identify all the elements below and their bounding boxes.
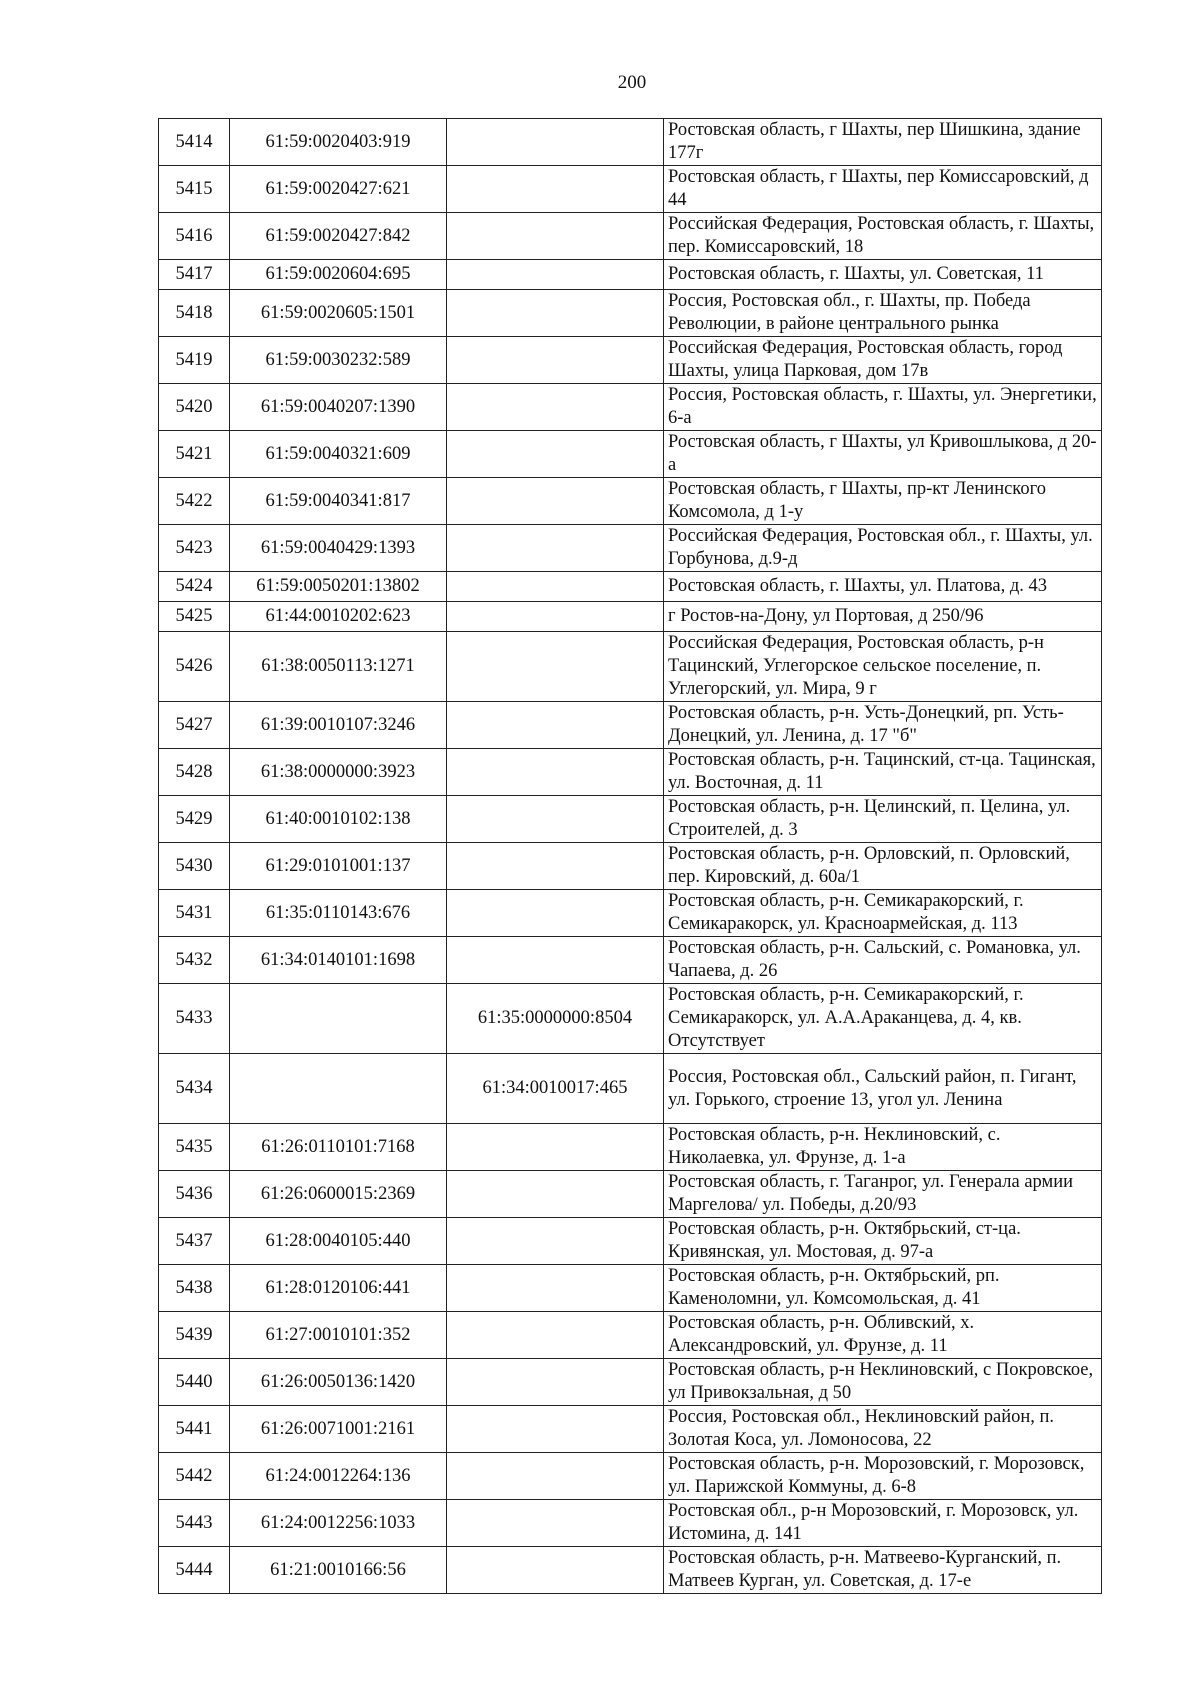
table-row xyxy=(159,702,1102,749)
row-number-cell: 5426 xyxy=(159,632,230,702)
row-number-cell: 5433 xyxy=(159,984,230,1054)
address-cell: Ростовская область, р-н. Морозовский, г. Морозовск, ул. Парижской Коммуны, д. 6-8 xyxy=(664,1453,1102,1500)
row-number-cell: 5424 xyxy=(159,572,230,602)
cadastral-number-cell: 61:40:0010102:138 xyxy=(230,796,447,843)
table-row xyxy=(159,1171,1102,1218)
row-number-cell: 5420 xyxy=(159,384,230,431)
row-number-cell: 5434 xyxy=(159,1054,230,1124)
related-cadastral-number-cell xyxy=(447,260,664,290)
row-number-cell: 5415 xyxy=(159,166,230,213)
related-cadastral-number-cell xyxy=(447,166,664,213)
related-cadastral-number-cell xyxy=(447,337,664,384)
property-registry-table xyxy=(158,118,1102,1594)
table-row xyxy=(159,632,1102,702)
related-cadastral-number-cell xyxy=(447,384,664,431)
cadastral-number-cell: 61:24:0012256:1033 xyxy=(230,1500,447,1547)
cadastral-number-cell: 61:29:0101001:137 xyxy=(230,843,447,890)
address-cell: Ростовская область, р-н. Неклиновский, с. Николаевка, ул. Фрунзе, д. 1-а xyxy=(664,1124,1102,1171)
table-row xyxy=(159,1218,1102,1265)
cadastral-number-cell: 61:38:0050113:1271 xyxy=(230,632,447,702)
registry-table-body xyxy=(159,119,1102,1594)
table-row xyxy=(159,260,1102,290)
related-cadastral-number-cell xyxy=(447,937,664,984)
address-cell: Ростовская область, р-н. Семикаракорский, г. Семикаракорск, ул. Красноармейская, д. 113 xyxy=(664,890,1102,937)
related-cadastral-number-cell xyxy=(447,1218,664,1265)
related-cadastral-number-cell xyxy=(447,1453,664,1500)
cadastral-number-cell: 61:26:0600015:2369 xyxy=(230,1171,447,1218)
row-number-cell: 5414 xyxy=(159,119,230,166)
related-cadastral-number-cell xyxy=(447,749,664,796)
table-row xyxy=(159,1500,1102,1547)
page-number: 200 xyxy=(617,72,647,93)
row-number-cell: 5442 xyxy=(159,1453,230,1500)
address-cell: Россия, Ростовская обл., Сальский район, п. Гигант, ул. Горького, строение 13, угол ул. Ленина xyxy=(664,1054,1102,1124)
related-cadastral-number-cell xyxy=(447,1312,664,1359)
related-cadastral-number-cell xyxy=(447,1500,664,1547)
table-row xyxy=(159,1547,1102,1594)
related-cadastral-number-cell xyxy=(447,290,664,337)
address-cell: г Ростов-на-Дону, ул Портовая, д 250/96 xyxy=(664,602,1102,632)
related-cadastral-number-cell: 61:34:0010017:465 xyxy=(447,1054,664,1124)
row-number-cell: 5440 xyxy=(159,1359,230,1406)
table-row xyxy=(159,1054,1102,1124)
row-number-cell: 5428 xyxy=(159,749,230,796)
address-cell: Ростовская область, р-н. Октябрьский, ст-ца. Кривянская, ул. Мостовая, д. 97-а xyxy=(664,1218,1102,1265)
row-number-cell: 5437 xyxy=(159,1218,230,1265)
address-cell: Российская Федерация, Ростовская обл., г. Шахты, ул. Горбунова, д.9-д xyxy=(664,525,1102,572)
table-row xyxy=(159,1359,1102,1406)
row-number-cell: 5422 xyxy=(159,478,230,525)
related-cadastral-number-cell xyxy=(447,119,664,166)
row-number-cell: 5430 xyxy=(159,843,230,890)
row-number-cell: 5417 xyxy=(159,260,230,290)
row-number-cell: 5441 xyxy=(159,1406,230,1453)
table-row xyxy=(159,166,1102,213)
address-cell: Ростовская область, р-н. Матвеево-Курганский, п. Матвеев Курган, ул. Советская, д. 17-е xyxy=(664,1547,1102,1594)
related-cadastral-number-cell xyxy=(447,796,664,843)
table-row xyxy=(159,1406,1102,1453)
related-cadastral-number-cell xyxy=(447,1124,664,1171)
table-row xyxy=(159,337,1102,384)
address-cell: Российская Федерация, Ростовская область, г. Шахты, пер. Комиссаровский, 18 xyxy=(664,213,1102,260)
cadastral-number-cell: 61:59:0050201:13802 xyxy=(230,572,447,602)
row-number-cell: 5432 xyxy=(159,937,230,984)
table-row xyxy=(159,1124,1102,1171)
table-row xyxy=(159,384,1102,431)
row-number-cell: 5431 xyxy=(159,890,230,937)
cadastral-number-cell: 61:26:0071001:2161 xyxy=(230,1406,447,1453)
address-cell: Ростовская область, р-н. Октябрьский, рп. Каменоломни, ул. Комсомольская, д. 41 xyxy=(664,1265,1102,1312)
address-cell: Ростовская область, р-н. Усть-Донецкий, рп. Усть-Донецкий, ул. Ленина, д. 17 "б" xyxy=(664,702,1102,749)
related-cadastral-number-cell xyxy=(447,525,664,572)
related-cadastral-number-cell xyxy=(447,213,664,260)
cadastral-number-cell: 61:39:0010107:3246 xyxy=(230,702,447,749)
address-cell: Ростовская область, г. Шахты, ул. Платова, д. 43 xyxy=(664,572,1102,602)
related-cadastral-number-cell xyxy=(447,632,664,702)
cadastral-number-cell: 61:59:0020427:842 xyxy=(230,213,447,260)
cadastral-number-cell: 61:59:0040207:1390 xyxy=(230,384,447,431)
table-row xyxy=(159,213,1102,260)
table-row xyxy=(159,796,1102,843)
cadastral-number-cell xyxy=(230,984,447,1054)
address-cell: Россия, Ростовская область, г. Шахты, ул. Энергетики, 6-а xyxy=(664,384,1102,431)
address-cell: Ростовская область, р-н. Целинский, п. Целина, ул. Строителей, д. 3 xyxy=(664,796,1102,843)
row-number-cell: 5429 xyxy=(159,796,230,843)
address-cell: Ростовская область, г Шахты, пер Комиссаровский, д 44 xyxy=(664,166,1102,213)
address-cell: Российская Федерация, Ростовская область, р-н Тацинский, Углегорское сельское поселение, п. Углегорский, ул. Мира, 9 г xyxy=(664,632,1102,702)
address-cell: Ростовская область, г Шахты, пр-кт Ленинского Комсомола, д 1-у xyxy=(664,478,1102,525)
cadastral-number-cell: 61:26:0050136:1420 xyxy=(230,1359,447,1406)
table-row xyxy=(159,602,1102,632)
address-cell: Ростовская область, р-н Неклиновский, с Покровское, ул Привокзальная, д 50 xyxy=(664,1359,1102,1406)
table-row xyxy=(159,890,1102,937)
cadastral-number-cell: 61:44:0010202:623 xyxy=(230,602,447,632)
row-number-cell: 5438 xyxy=(159,1265,230,1312)
table-row xyxy=(159,937,1102,984)
related-cadastral-number-cell xyxy=(447,702,664,749)
related-cadastral-number-cell xyxy=(447,478,664,525)
table-row xyxy=(159,572,1102,602)
table-row xyxy=(159,749,1102,796)
cadastral-number-cell: 61:35:0110143:676 xyxy=(230,890,447,937)
related-cadastral-number-cell xyxy=(447,1547,664,1594)
related-cadastral-number-cell xyxy=(447,1265,664,1312)
table-row xyxy=(159,119,1102,166)
related-cadastral-number-cell xyxy=(447,1359,664,1406)
row-number-cell: 5443 xyxy=(159,1500,230,1547)
address-cell: Российская Федерация, Ростовская область, город Шахты, улица Парковая, дом 17в xyxy=(664,337,1102,384)
cadastral-number-cell: 61:28:0040105:440 xyxy=(230,1218,447,1265)
table-row xyxy=(159,1312,1102,1359)
cadastral-number-cell: 61:59:0040321:609 xyxy=(230,431,447,478)
address-cell: Россия, Ростовская обл., г. Шахты, пр. Победа Революции, в районе центрального рынка xyxy=(664,290,1102,337)
row-number-cell: 5439 xyxy=(159,1312,230,1359)
row-number-cell: 5418 xyxy=(159,290,230,337)
cadastral-number-cell xyxy=(230,1054,447,1124)
cadastral-number-cell: 61:28:0120106:441 xyxy=(230,1265,447,1312)
cadastral-number-cell: 61:59:0020604:695 xyxy=(230,260,447,290)
table-row xyxy=(159,843,1102,890)
related-cadastral-number-cell xyxy=(447,1171,664,1218)
cadastral-number-cell: 61:59:0040341:817 xyxy=(230,478,447,525)
address-cell: Ростовская область, р-н. Орловский, п. Орловский, пер. Кировский, д. 60а/1 xyxy=(664,843,1102,890)
row-number-cell: 5427 xyxy=(159,702,230,749)
address-cell: Ростовская обл., р-н Морозовский, г. Морозовск, ул. Истомина, д. 141 xyxy=(664,1500,1102,1547)
row-number-cell: 5423 xyxy=(159,525,230,572)
related-cadastral-number-cell xyxy=(447,602,664,632)
table-row xyxy=(159,431,1102,478)
cadastral-number-cell: 61:34:0140101:1698 xyxy=(230,937,447,984)
cadastral-number-cell: 61:21:0010166:56 xyxy=(230,1547,447,1594)
address-cell: Ростовская область, р-н. Семикаракорский, г. Семикаракорск, ул. А.А.Араканцева, д. 4, кв. Отсутствует xyxy=(664,984,1102,1054)
related-cadastral-number-cell xyxy=(447,431,664,478)
table-row xyxy=(159,525,1102,572)
table-row xyxy=(159,1265,1102,1312)
table-row xyxy=(159,290,1102,337)
address-cell: Ростовская область, р-н. Обливский, х. Александровский, ул. Фрунзе, д. 11 xyxy=(664,1312,1102,1359)
address-cell: Ростовская область, р-н. Сальский, с. Романовка, ул. Чапаева, д. 26 xyxy=(664,937,1102,984)
cadastral-number-cell: 61:59:0020427:621 xyxy=(230,166,447,213)
related-cadastral-number-cell xyxy=(447,890,664,937)
related-cadastral-number-cell xyxy=(447,1406,664,1453)
table-row xyxy=(159,478,1102,525)
cadastral-number-cell: 61:27:0010101:352 xyxy=(230,1312,447,1359)
cadastral-number-cell: 61:59:0020605:1501 xyxy=(230,290,447,337)
cadastral-number-cell: 61:24:0012264:136 xyxy=(230,1453,447,1500)
address-cell: Ростовская область, г Шахты, ул Кривошлыкова, д 20-а xyxy=(664,431,1102,478)
row-number-cell: 5435 xyxy=(159,1124,230,1171)
cadastral-number-cell: 61:59:0040429:1393 xyxy=(230,525,447,572)
related-cadastral-number-cell: 61:35:0000000:8504 xyxy=(447,984,664,1054)
row-number-cell: 5416 xyxy=(159,213,230,260)
cadastral-number-cell: 61:38:0000000:3923 xyxy=(230,749,447,796)
row-number-cell: 5425 xyxy=(159,602,230,632)
related-cadastral-number-cell xyxy=(447,843,664,890)
table-row xyxy=(159,1453,1102,1500)
address-cell: Россия, Ростовская обл., Неклиновский район, п. Золотая Коса, ул. Ломоносова, 22 xyxy=(664,1406,1102,1453)
address-cell: Ростовская область, г. Шахты, ул. Советская, 11 xyxy=(664,260,1102,290)
table-row xyxy=(159,984,1102,1054)
cadastral-number-cell: 61:59:0030232:589 xyxy=(230,337,447,384)
row-number-cell: 5444 xyxy=(159,1547,230,1594)
row-number-cell: 5421 xyxy=(159,431,230,478)
cadastral-number-cell: 61:26:0110101:7168 xyxy=(230,1124,447,1171)
address-cell: Ростовская область, г. Таганрог, ул. Генерала армии Маргелова/ ул. Победы, д.20/93 xyxy=(664,1171,1102,1218)
address-cell: Ростовская область, г Шахты, пер Шишкина, здание 177г xyxy=(664,119,1102,166)
cadastral-number-cell: 61:59:0020403:919 xyxy=(230,119,447,166)
row-number-cell: 5436 xyxy=(159,1171,230,1218)
related-cadastral-number-cell xyxy=(447,572,664,602)
row-number-cell: 5419 xyxy=(159,337,230,384)
address-cell: Ростовская область, р-н. Тацинский, ст-ца. Тацинская, ул. Восточная, д. 11 xyxy=(664,749,1102,796)
